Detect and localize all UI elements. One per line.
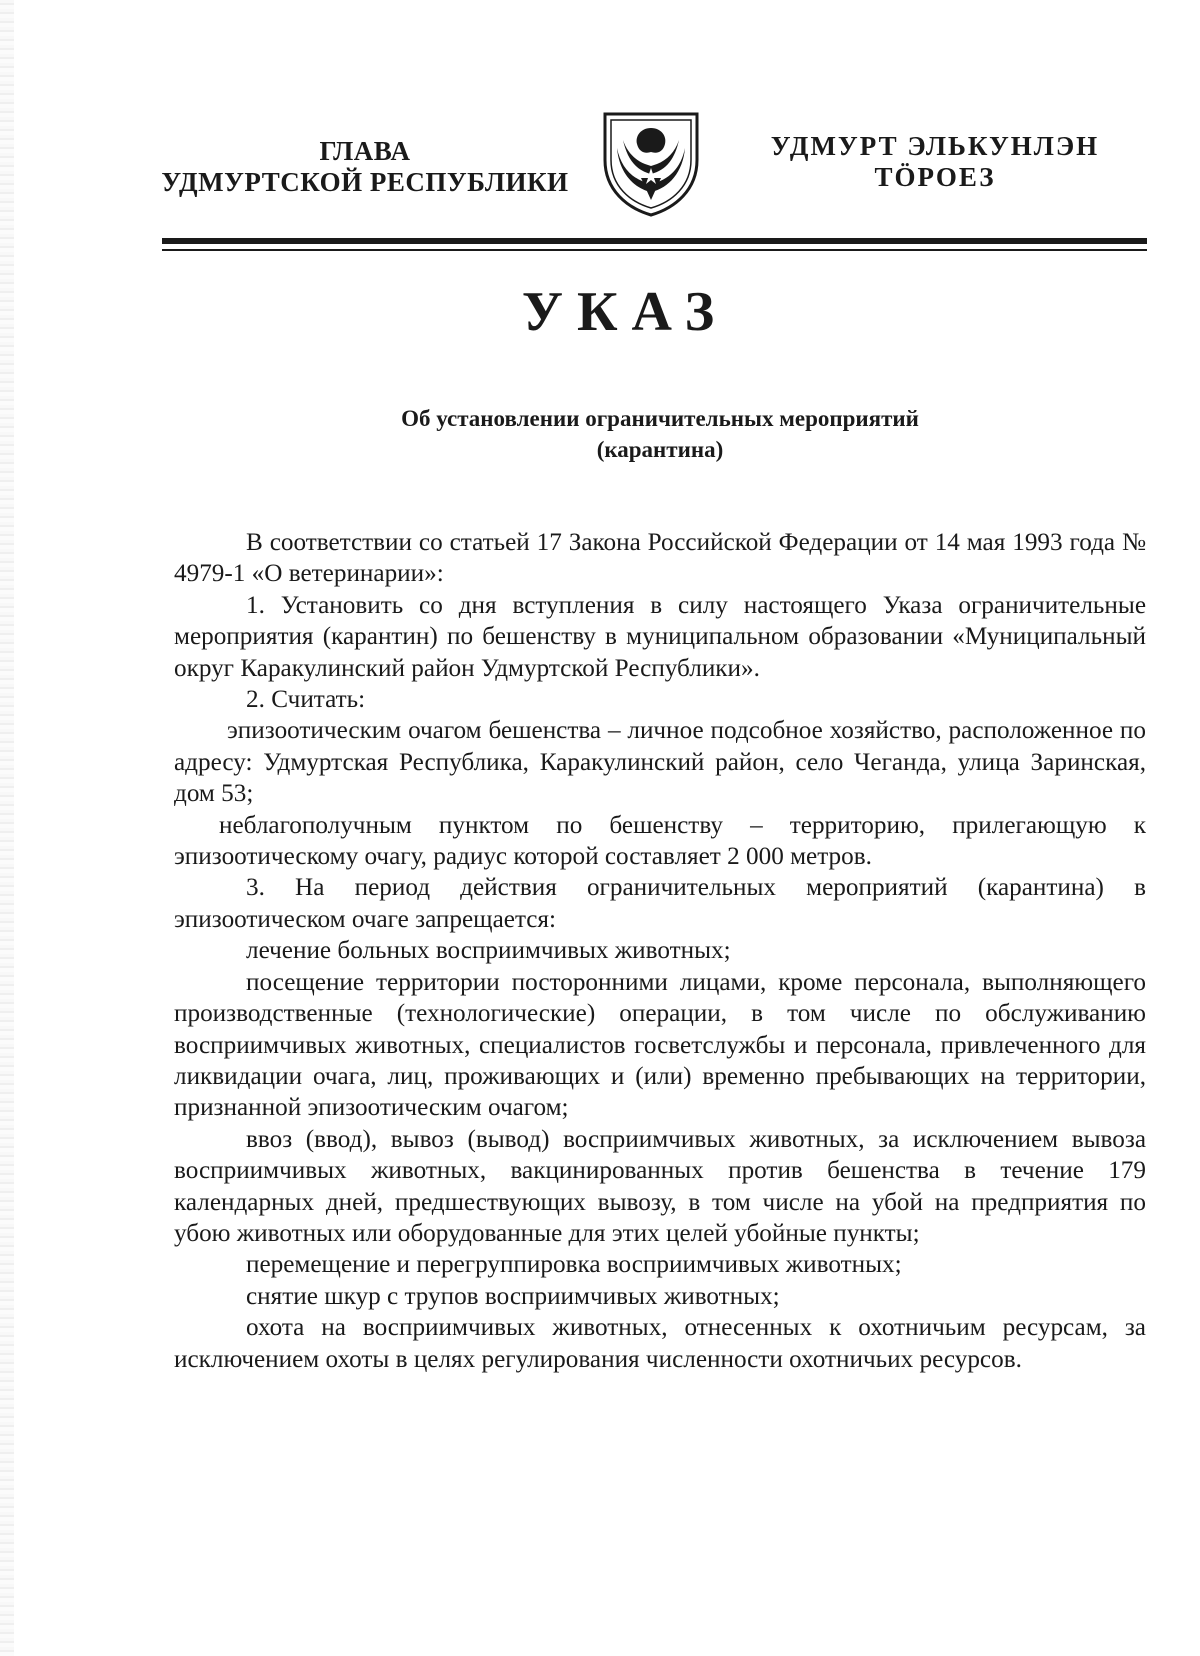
item3c-paragraph: ввоз (ввод), вывоз (вывод) восприимчивых животных, за исключением вывоза восприимчивых животных, вакцинированных против бешенства в течение 179 календарных дней, предшествующих вывозу, в том числе на убой на предприятия по убою животных или оборудованные для этих целей убойные пункты;: [174, 1125, 1146, 1247]
header-left: [150, 136, 580, 198]
document-body: [174, 527, 1146, 1375]
document-subject: [250, 403, 1070, 465]
item2a-paragraph: эпизоотическим очагом бешенства – личное подсобное хозяйство, расположенное по адресу: Удмуртская Республика, Каракулинский район, село Чеганда, улица Заринская, дом 53;: [174, 717, 1146, 808]
item3-paragraph: 3. На период действия ограничительных мероприятий (карантина) в эпизоотическом очаге запрещается:: [174, 874, 1146, 933]
subject-line2: (карантина): [596, 437, 724, 462]
header-rule-thick: [162, 238, 1147, 244]
header-right-line2: ТӦРОЕЗ: [874, 162, 996, 192]
item3e-paragraph: снятие шкур с трупов восприимчивых животных;: [246, 1282, 780, 1310]
header-rule-thin: [162, 249, 1147, 251]
item3a-paragraph: лечение больных восприимчивых животных;: [246, 937, 731, 965]
coat-of-arms-icon: [597, 108, 705, 218]
header-right-line1: УДМУРТ ЭЛЬКУНЛЭН: [770, 131, 1100, 161]
scan-edge: [0, 0, 14, 1656]
header-right: [745, 131, 1125, 193]
item2-paragraph: 2. Считать:: [246, 686, 366, 714]
item3f-paragraph: охота на восприимчивых животных, отнесенных к охотничьим ресурсам, за исключением охоты в целях регулирования численности охотничьих ресурсов.: [174, 1314, 1146, 1373]
item1-paragraph: 1. Установить со дня вступления в силу настоящего Указа ограничительные мероприятия (карантин) по бешенству в муниципальном образовании «Муниципальный округ Каракулинский район Удмуртской Республики».: [174, 591, 1146, 682]
subject-line1: Об установлении ограничительных мероприятий: [401, 406, 919, 431]
item3d-paragraph: перемещение и перегруппировка восприимчивых животных;: [246, 1251, 902, 1279]
preamble-paragraph: В соответствии со статьей 17 Закона Российской Федерации от 14 мая 1993 года № 4979-1 «О ветеринарии»:: [174, 529, 1146, 588]
item3b-paragraph: посещение территории посторонними лицами, кроме персонала, выполняющего производственные (технологические) операции, в том числе по обслуживанию восприимчивых животных, специалистов госветслужбы и персонала, привлеченного для ликвидации очага, лиц, проживающих и (или) временно пребывающих на территории, признанной эпизоотическим очагом;: [174, 968, 1146, 1122]
header-left-line1: ГЛАВА: [319, 136, 411, 166]
document-title: УКАЗ: [521, 281, 729, 343]
item2b-paragraph: неблагополучным пунктом по бешенству – территорию, прилегающую к эпизоотическому очагу, радиус которой составляет 2 000 метров.: [174, 811, 1146, 871]
header-left-line2: УДМУРТСКОЙ РЕСПУБЛИКИ: [161, 167, 569, 197]
